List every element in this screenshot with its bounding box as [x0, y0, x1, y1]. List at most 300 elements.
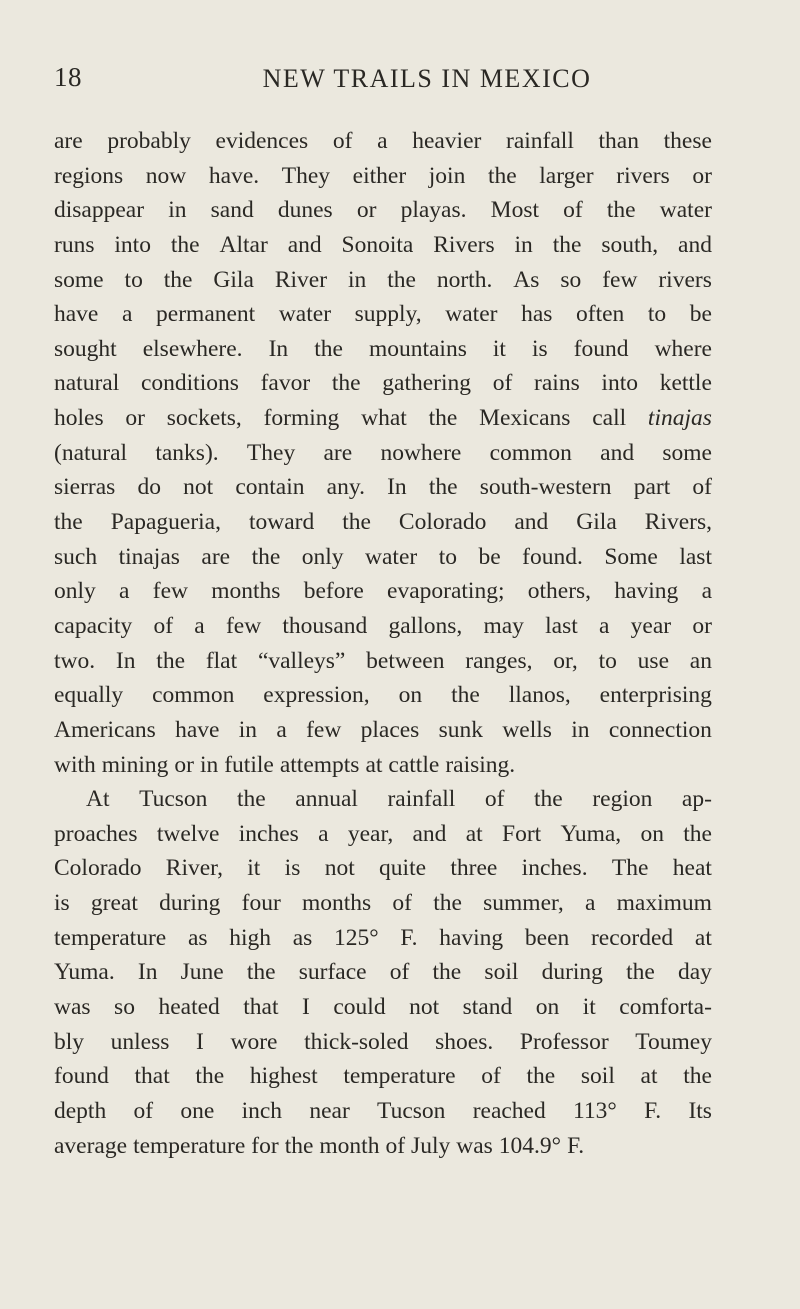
word: is	[284, 855, 301, 882]
word: either	[352, 162, 407, 189]
word: month	[319, 1132, 380, 1159]
text-line	[54, 713, 712, 748]
word: and	[412, 820, 447, 847]
text-line	[54, 1094, 712, 1129]
word: twelve	[156, 820, 220, 847]
word: that	[134, 1063, 170, 1090]
word: found.	[522, 543, 583, 570]
word: are	[323, 439, 353, 466]
word: the	[487, 162, 517, 189]
word: high	[229, 924, 272, 951]
page-number: 18	[54, 62, 82, 92]
word: have	[175, 716, 220, 743]
word: are	[54, 128, 83, 154]
word: Mexicans	[479, 405, 571, 432]
word: few	[306, 716, 342, 743]
word: Rivers,	[644, 509, 712, 536]
word: few	[152, 578, 188, 605]
word: raising.	[445, 751, 516, 778]
word: be	[478, 543, 501, 570]
word: At	[86, 786, 110, 813]
word: the	[626, 959, 655, 986]
word: was	[54, 994, 91, 1021]
word: Sonoita	[341, 231, 414, 258]
word: favor	[260, 370, 311, 397]
word: flat	[205, 647, 238, 674]
word: or,	[553, 647, 578, 674]
word: runs	[54, 231, 95, 258]
word: of	[492, 370, 513, 397]
word: call	[592, 405, 627, 432]
word: In	[387, 474, 407, 501]
word: it	[492, 335, 506, 362]
word: of	[385, 1132, 406, 1159]
word: is	[54, 890, 70, 917]
word: highest	[249, 1063, 318, 1090]
word: unless	[110, 1028, 170, 1055]
word: (natural	[54, 439, 128, 466]
word: water	[659, 197, 712, 224]
running-title: NEW TRAILS IN MEXICO	[262, 64, 592, 93]
word: toward	[248, 509, 315, 536]
word: Yuma.	[54, 959, 115, 986]
word: of	[563, 197, 583, 224]
word: average	[54, 1132, 128, 1159]
word: the	[428, 474, 458, 501]
word: or	[125, 405, 145, 432]
word: shoes.	[435, 1028, 494, 1055]
word: has	[521, 301, 553, 328]
word: in	[168, 197, 187, 224]
word: not	[183, 474, 214, 501]
word: Colorado	[54, 855, 142, 882]
word: now	[145, 162, 187, 189]
word: the	[526, 1063, 556, 1090]
word: in	[347, 266, 367, 293]
word: during	[541, 959, 603, 986]
word: so	[560, 266, 582, 293]
word: than	[598, 128, 639, 154]
text-line	[54, 193, 712, 228]
word: rainfall	[387, 786, 456, 813]
word: Most	[490, 197, 539, 224]
text-line	[54, 851, 712, 886]
text-line	[54, 505, 712, 540]
word: and	[600, 439, 635, 466]
word: of	[332, 128, 353, 154]
word: places	[360, 716, 420, 743]
word: proaches	[54, 820, 138, 847]
word: The	[611, 855, 649, 882]
word: a	[194, 612, 205, 639]
word: water	[365, 543, 418, 570]
word: a	[318, 820, 329, 847]
text-line	[54, 955, 712, 990]
word: of	[392, 890, 412, 917]
word: do	[137, 474, 161, 501]
word: permanent	[156, 301, 256, 328]
word: rivers	[616, 162, 670, 189]
word: the	[432, 959, 462, 986]
word: attempts	[279, 751, 360, 778]
word: River	[274, 266, 328, 293]
word: In	[115, 647, 136, 674]
word: Its	[688, 1097, 712, 1124]
word: expression,	[263, 682, 370, 709]
word: kettle	[659, 370, 712, 397]
text-line	[54, 782, 712, 817]
word: such	[54, 543, 98, 570]
word: comforta-	[619, 994, 712, 1021]
word: on	[398, 682, 423, 709]
word: few	[602, 266, 638, 293]
word: the	[534, 786, 563, 813]
word: of	[484, 786, 505, 813]
word: not	[324, 855, 355, 882]
word: others,	[527, 578, 592, 605]
text-line	[54, 574, 712, 609]
word: one	[180, 1097, 215, 1124]
text-line	[54, 159, 712, 194]
word: sand	[210, 197, 254, 224]
word: evaporating;	[387, 578, 505, 605]
word: some	[54, 266, 104, 293]
word: into	[601, 370, 638, 397]
word: the	[246, 959, 276, 986]
word: is	[531, 335, 548, 362]
word: and	[514, 509, 549, 536]
word: a	[276, 716, 287, 743]
word: enterprising	[599, 682, 712, 709]
text-line	[54, 1059, 712, 1094]
word: or	[692, 612, 712, 639]
word: cattle	[388, 751, 440, 778]
word: on	[640, 820, 664, 847]
word: tanks).	[155, 439, 219, 466]
word: these	[663, 128, 712, 154]
word: Rivers	[433, 231, 495, 258]
word: as	[187, 924, 208, 951]
word: last	[545, 612, 578, 639]
word: of	[153, 612, 174, 639]
word: F.	[567, 1132, 585, 1159]
text-line	[54, 921, 712, 956]
word: the	[170, 231, 200, 258]
word: nowhere	[380, 439, 462, 466]
word: supply,	[354, 301, 422, 328]
word: with	[54, 751, 96, 778]
word: a	[119, 578, 130, 605]
word: natural	[54, 370, 120, 397]
text-line	[54, 678, 712, 713]
word: to	[647, 301, 667, 328]
word: may	[483, 612, 524, 639]
word: sierras	[54, 474, 116, 501]
word: Gila	[213, 266, 254, 293]
word: Professor	[519, 1028, 609, 1055]
word: great	[90, 890, 138, 917]
word: of	[133, 1097, 154, 1124]
word: or	[692, 162, 712, 189]
word: at	[365, 751, 383, 778]
word: the	[433, 890, 462, 917]
text-line	[54, 990, 712, 1025]
word: so	[114, 994, 135, 1021]
word: the	[451, 682, 480, 709]
word: it	[247, 855, 261, 882]
word: the	[331, 370, 361, 397]
word: summer,	[483, 890, 564, 917]
word: inches.	[521, 855, 588, 882]
word: the	[606, 197, 636, 224]
word: temperature	[54, 924, 167, 951]
word: the	[683, 1063, 712, 1090]
word: In	[137, 959, 158, 986]
word: mining	[101, 751, 169, 778]
word: larger	[539, 162, 594, 189]
word: futile	[224, 751, 274, 778]
word: into	[114, 231, 151, 258]
word: contain	[235, 474, 305, 501]
word: connection	[608, 716, 712, 743]
word: to	[124, 266, 143, 293]
word: Papagueria,	[110, 509, 221, 536]
text-line	[54, 263, 712, 298]
word: recorded	[590, 924, 674, 951]
word: stand	[462, 994, 513, 1021]
word: water	[445, 301, 498, 328]
word: the	[163, 266, 193, 293]
word: to	[598, 647, 617, 674]
text-line	[54, 124, 712, 159]
word: having	[439, 924, 504, 951]
text-line	[54, 748, 712, 783]
word: wells	[502, 716, 552, 743]
word: a	[121, 301, 133, 328]
word: the	[251, 543, 281, 570]
word: gallons,	[388, 612, 463, 639]
word: the	[387, 266, 416, 293]
word: of	[389, 959, 410, 986]
word: Tucson	[139, 786, 208, 813]
word: three	[450, 855, 498, 882]
word: I	[302, 994, 310, 1021]
word: near	[309, 1097, 350, 1124]
word: of	[692, 474, 712, 501]
word: bly	[54, 1028, 85, 1055]
word: Yuma,	[560, 820, 622, 847]
word: in	[199, 751, 219, 778]
word: between	[366, 647, 445, 674]
word: be	[689, 301, 712, 328]
word: the	[428, 405, 458, 432]
word: heat	[672, 855, 712, 882]
word: been	[524, 924, 570, 951]
word: 113°	[573, 1097, 617, 1124]
word: year,	[347, 820, 394, 847]
word: maximum	[616, 890, 712, 917]
word: Altar	[219, 231, 268, 258]
word: holes	[54, 405, 104, 432]
word: join	[428, 162, 466, 189]
word: was	[456, 1132, 493, 1159]
word: few	[225, 612, 262, 639]
word: 104.9°	[498, 1132, 562, 1159]
word: the	[54, 509, 83, 536]
word: the	[683, 820, 712, 847]
word: They	[281, 162, 331, 189]
word: llanos,	[508, 682, 571, 709]
word: playas.	[400, 197, 467, 224]
word: They	[246, 439, 296, 466]
word: I	[196, 1028, 204, 1055]
word: forming	[263, 405, 340, 432]
word: Some	[604, 543, 658, 570]
word: temperature	[133, 1132, 246, 1159]
word: regions	[54, 162, 124, 189]
word: at	[640, 1063, 658, 1090]
word: heated	[158, 994, 220, 1021]
word: use	[637, 647, 669, 674]
word: the	[342, 509, 371, 536]
word: equally	[54, 682, 124, 709]
word: sought	[54, 335, 117, 362]
word: any.	[326, 474, 365, 501]
word: surface	[298, 959, 367, 986]
word: region	[592, 786, 653, 813]
text-line	[54, 470, 712, 505]
word: water	[278, 301, 332, 328]
word: what	[361, 405, 407, 432]
text-line	[54, 1025, 712, 1060]
word: mountains	[368, 335, 467, 362]
word: part	[633, 474, 671, 501]
word: rivers	[658, 266, 712, 293]
word: “valleys”	[257, 647, 346, 674]
word: dunes	[277, 197, 333, 224]
text-line	[54, 401, 712, 436]
word: sunk	[438, 716, 484, 743]
word: Colorado	[398, 509, 487, 536]
word: annual	[295, 786, 358, 813]
word: evidences	[215, 128, 309, 154]
word: June	[180, 959, 224, 986]
word: during	[159, 890, 221, 917]
text-line	[54, 540, 712, 575]
word: In	[268, 335, 289, 362]
word: found	[54, 1063, 109, 1090]
word: a	[584, 890, 596, 917]
word: inches	[238, 820, 299, 847]
word: reached	[472, 1097, 546, 1124]
word: have.	[208, 162, 260, 189]
word: two.	[54, 647, 96, 674]
word: as	[292, 924, 313, 951]
word: the	[156, 647, 186, 674]
text-line	[54, 228, 712, 263]
word: Fort	[502, 820, 542, 847]
word: a	[599, 612, 610, 639]
word: often	[576, 301, 625, 328]
word: rains	[534, 370, 580, 397]
word: F.	[644, 1097, 662, 1124]
word: an	[689, 647, 712, 674]
word: ranges,	[465, 647, 533, 674]
word: having	[614, 578, 679, 605]
word: four	[241, 890, 281, 917]
word: at	[465, 820, 483, 847]
word: or	[356, 197, 377, 224]
text-line	[54, 644, 712, 679]
word: or	[174, 751, 194, 778]
word: conditions	[140, 370, 239, 397]
word: As	[513, 266, 540, 293]
word: at	[694, 924, 712, 951]
word: common	[489, 439, 572, 466]
word: in	[571, 716, 590, 743]
word: depth	[54, 1097, 107, 1124]
word: soil	[484, 959, 519, 986]
word: Toumey	[635, 1028, 712, 1055]
word: Gila	[576, 509, 617, 536]
word: 125°	[334, 924, 379, 951]
word: River,	[165, 855, 223, 882]
word: north.	[436, 266, 493, 293]
word: could	[333, 994, 386, 1021]
word: probably	[107, 128, 191, 154]
word: quite	[379, 855, 427, 882]
word: heavier	[412, 128, 482, 154]
word: Tucson	[377, 1097, 446, 1124]
word: soil	[580, 1063, 615, 1090]
word: in	[238, 716, 258, 743]
word: are	[201, 543, 231, 570]
word: rainfall	[506, 128, 574, 154]
word: the	[314, 335, 343, 362]
word: of	[481, 1063, 501, 1090]
word: months	[211, 578, 281, 605]
word: day	[677, 959, 712, 986]
word: temperature	[343, 1063, 456, 1090]
word: south,	[601, 231, 659, 258]
word: have	[54, 301, 99, 328]
word: only	[301, 543, 344, 570]
text-line	[54, 332, 712, 367]
word: tinajas	[118, 543, 180, 570]
word: found	[573, 335, 629, 362]
word: the	[552, 231, 582, 258]
text-line	[54, 1129, 712, 1164]
word: it	[582, 994, 596, 1021]
text-line	[54, 886, 712, 921]
word: in	[514, 231, 533, 258]
word: only	[54, 578, 96, 605]
word: ap-	[681, 786, 712, 813]
word: south-western	[479, 474, 612, 501]
word: the	[284, 1132, 314, 1159]
word: months	[301, 890, 372, 917]
word: on	[535, 994, 560, 1021]
word: for	[251, 1132, 279, 1159]
word: F.	[400, 924, 418, 951]
word: Americans	[54, 716, 156, 743]
word: last	[679, 543, 712, 570]
word: disappear	[54, 197, 145, 224]
word: the	[236, 786, 266, 813]
word: a	[701, 578, 712, 605]
word: common	[152, 682, 235, 709]
word: gathering	[382, 370, 472, 397]
